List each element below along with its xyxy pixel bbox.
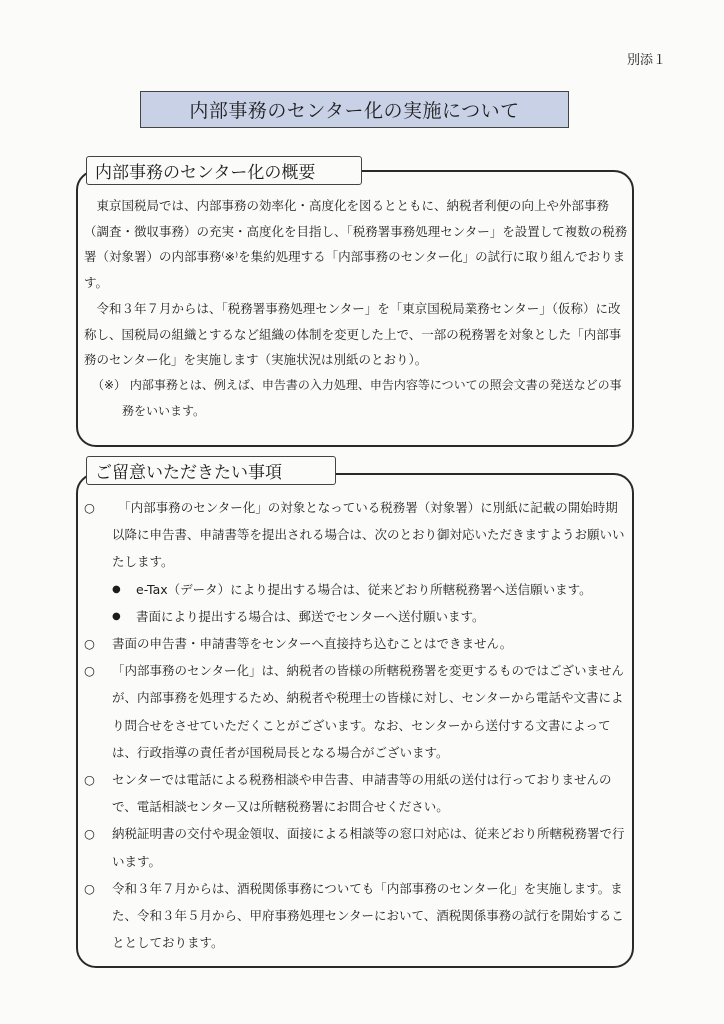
notice-body: [84, 494, 630, 956]
notice-item-text: 令和３年７月からは、酒税関係事務についても「内部事務のセンター化」を実施します。また、令和３年５月から、甲府事務処理センターにおいて、酒税関係事務の試行を開始することとしております。: [112, 880, 624, 951]
circle-marker: ○: [84, 772, 95, 788]
notice-item-text: 「内部事務のセンター化」は、納税者の皆様の所轄税務署を変更するものではございませんが、内部事務を処理するため、納税者や税理士の皆様に対し、センターから電話や文書により問合せをさせていただくことがございます。なお、センターから送付する文書によっては、行政指導の責任者が国税局長となる場合がございます。: [112, 663, 625, 760]
notice-bullet-text: 書面により提出する場合は、郵送でセンターへ送付願います。: [136, 608, 485, 624]
notice-bullet: [84, 603, 630, 630]
attachment-label: 別添１: [626, 53, 666, 68]
notice-item-text: 「内部事務のセンター化」の対象となっている税務署（対象署）に別紙に記載の開始時期以降に申告書、申請書等を提出される場合は、次のとおり御対応いただきますようお願いいたします。: [112, 500, 625, 570]
overview-note: （※） 内部事務とは、例えば、申告書の入力処理、申告内容等についての照会文書の発送などの事務をいいます。: [92, 377, 622, 418]
notice-bullet: [84, 576, 630, 603]
notice-heading: ご留意いただきたい事項: [86, 456, 336, 485]
overview-paragraph-2: 令和３年７月からは、「税務署事務処理センター」を「東京国税局業務センター」（仮称）に改称し、国税局の組織とするなど組織の体制を変更した上で、一部の税務署を対象とした「内部事務のセンター化」を実施します（実施状況は別紙のとおり）。: [84, 300, 622, 368]
circle-marker: ○: [84, 500, 95, 515]
notice-bullet-text: e-Tax（データ）により提出する場合は、従来どおり所轄税務署へ送信願います。: [136, 581, 592, 597]
document-title: 内部事務のセンター化の実施について: [140, 91, 569, 128]
overview-body: [84, 193, 630, 424]
notice-item: [84, 657, 630, 766]
notice-item: [84, 875, 630, 957]
circle-marker: ○: [84, 880, 95, 896]
bullet-dot: ●: [112, 583, 121, 595]
circle-marker: ○: [84, 663, 95, 679]
notice-item: [84, 630, 630, 657]
circle-marker: ○: [84, 636, 95, 652]
overview-heading: 内部事務のセンター化の概要: [86, 156, 362, 185]
circle-marker: ○: [84, 826, 95, 842]
notice-item-text: センターでは電話による税務相談や申告書、申請書等の用紙の送付は行っておりませんので、電話相談センター又は所轄税務署にお問合せください。: [112, 772, 612, 815]
notice-item-text: 納税証明書の交付や現金領収、面接による相談等の窓口対応は、従来どおり所轄税務署で行います。: [112, 826, 625, 869]
notice-item: [84, 766, 630, 820]
bullet-dot: ●: [112, 610, 121, 622]
overview-paragraph-1: 東京国税局では、内部事務の効率化・高度化を図るとともに、納税者利便の向上や外部事務（調査・徴収事務）の充実・高度化を目指し、「税務署事務処理センター」を設置して複数の税務署（対象署）の内部事務⁽※⁾を集約処理する「内部事務のセンター化」の試行に取り組んでおります。: [84, 198, 628, 291]
notice-item: [84, 820, 630, 874]
notice-item-text: 書面の申告書・申請書等をセンターへ直接持ち込むことはできません。: [112, 636, 513, 652]
notice-item: [84, 494, 630, 576]
